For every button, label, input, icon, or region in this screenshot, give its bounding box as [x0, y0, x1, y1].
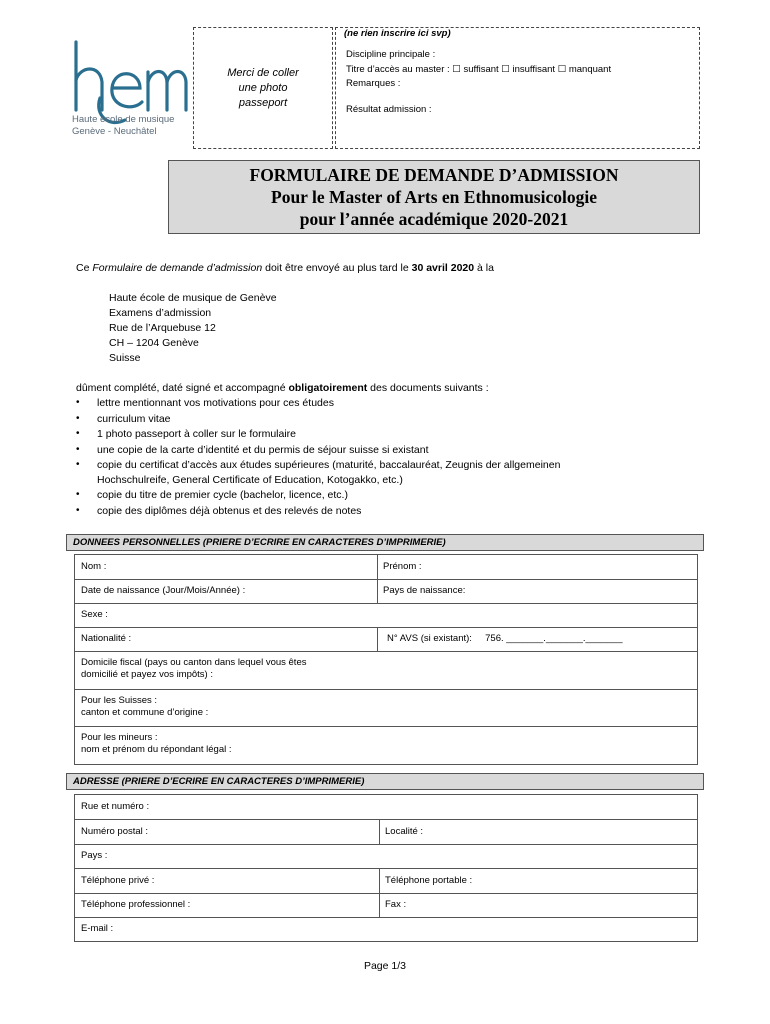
tel-portable-field[interactable]: Téléphone portable :	[385, 875, 473, 886]
nom-field[interactable]: Nom :	[81, 561, 107, 572]
document-item: 1 photo passeport à coller sur le formulaire	[97, 428, 297, 440]
title-line-3: pour l’année académique 2020-2021	[299, 209, 569, 229]
title-line-1: FORMULAIRE DE DEMANDE D’ADMISSION	[249, 165, 619, 185]
personal-header-text: DONNEES PERSONNELLES (PRIERE D’ECRIRE EN CARACTERES D’IMPRIMERIE)	[73, 537, 446, 548]
document-item: lettre mentionnant vos motivations pour ces études	[97, 397, 334, 409]
divider	[377, 555, 378, 579]
bullet-icon: •	[76, 489, 80, 500]
page-number: Page 1/3	[363, 960, 407, 972]
document-item: curriculum vitae	[97, 413, 171, 425]
bullet-icon: •	[76, 413, 80, 424]
bullet-icon: •	[76, 397, 80, 408]
row-domicile	[75, 651, 697, 690]
mineurs-line-1: Pour les mineurs :	[81, 732, 158, 743]
domicile-line-2: domicilié et payez vos impôts) :	[81, 669, 213, 680]
address-line: Haute école de musique de Genève	[109, 292, 277, 304]
photo-instruction	[194, 66, 332, 111]
date-naissance-field[interactable]: Date de naissance (Jour/Mois/Année) :	[81, 585, 246, 596]
admin-header: (ne rien inscrire ici svp)	[344, 28, 451, 39]
pays-field[interactable]: Pays :	[81, 850, 108, 861]
photo-line-3: passeport	[238, 97, 288, 109]
photo-line-1: Merci de coller	[227, 67, 299, 79]
intro-suffix: à la	[474, 262, 494, 274]
intro-prefix: Ce	[76, 262, 93, 274]
rue-field[interactable]: Rue et numéro :	[81, 801, 150, 812]
photo-line-2: une photo	[238, 82, 288, 94]
intro-middle: doit être envoyé au plus tard le	[262, 262, 412, 274]
row-email	[75, 917, 697, 941]
row-suisses	[75, 689, 697, 727]
divider	[379, 868, 380, 893]
suisses-line-1: Pour les Suisses :	[81, 695, 158, 706]
localite-field[interactable]: Localité :	[385, 826, 424, 837]
mineurs-line-2: nom et prénom du répondant légal :	[81, 744, 232, 755]
fax-field[interactable]: Fax :	[385, 899, 407, 910]
row-sexe	[75, 603, 697, 628]
bullet-icon: •	[76, 444, 80, 455]
row-pays	[75, 844, 697, 869]
address-line: Rue de l’Arquebuse 12	[109, 322, 216, 334]
bullet-icon: •	[76, 505, 80, 516]
personal-section-header	[66, 534, 704, 551]
row-naissance	[75, 579, 697, 604]
avs-field[interactable]: N° AVS (si existant): 756. _______._______._______	[387, 633, 623, 644]
logo-caption-line1: Haute école de musique	[72, 114, 175, 125]
logo-caption-line2: Genève - Neuchâtel	[72, 126, 157, 137]
document-item-continued: Hochschulreife, General Certificate of Education, Kotogakko, etc.)	[97, 474, 403, 486]
sexe-field[interactable]: Sexe :	[81, 609, 108, 620]
tel-pro-field[interactable]: Téléphone professionnel :	[81, 899, 191, 910]
titre-acces-label: Titre d’accès au master : ☐ suffisant ☐ insuffisant ☐ manquant	[346, 64, 612, 75]
bullet-icon: •	[76, 428, 80, 439]
divider	[379, 819, 380, 844]
address-header-text: ADRESSE (PRIERE D’ECRIRE EN CARACTERES D’IMPRIMERIE)	[73, 776, 365, 787]
personal-form	[74, 554, 698, 765]
document-item: copie des diplômes déjà obtenus et des relevés de notes	[97, 505, 362, 517]
docs-suffix: des documents suivants :	[367, 382, 489, 394]
discipline-label: Discipline principale :	[346, 49, 436, 60]
domicile-line-1: Domicile fiscal (pays ou canton dans lequel vous êtes	[81, 657, 307, 668]
row-rue	[75, 795, 697, 820]
document-item: une copie de la carte d’identité et du permis de séjour suisse si existant	[97, 444, 429, 456]
document-item: copie du certificat d’accès aux études supérieures (maturité, baccalauréat, Zeugnis der allgemeinen	[97, 459, 561, 471]
docs-bold: obligatoirement	[288, 382, 368, 394]
resultat-label: Résultat admission :	[346, 104, 432, 115]
address-line: Examens d’admission	[109, 307, 212, 319]
row-nationalite	[75, 627, 697, 652]
address-section-header	[66, 773, 704, 790]
prenom-field[interactable]: Prénom :	[383, 561, 422, 572]
title-line-2: Pour le Master of Arts en Ethnomusicologie	[271, 187, 597, 207]
origine-field[interactable]	[81, 695, 208, 719]
tel-prive-field[interactable]: Téléphone privé :	[81, 875, 155, 886]
intro-form-name: Formulaire de demande d’admission	[92, 262, 263, 274]
title-box	[168, 160, 700, 234]
documents-intro	[76, 382, 489, 394]
row-pro	[75, 893, 697, 918]
postal-field[interactable]: Numéro postal :	[81, 826, 149, 837]
remarques-label: Remarques :	[346, 78, 401, 89]
row-postal	[75, 819, 697, 845]
row-telephone	[75, 868, 697, 894]
admin-box	[335, 27, 700, 149]
row-mineurs	[75, 726, 697, 764]
divider	[377, 579, 378, 603]
repondant-field[interactable]	[81, 732, 232, 756]
logo-caption	[72, 114, 174, 138]
nationalite-field[interactable]: Nationalité :	[81, 633, 132, 644]
pays-naissance-field[interactable]: Pays de naissance:	[383, 585, 466, 596]
domicile-field[interactable]	[81, 657, 306, 681]
intro-text	[76, 262, 494, 274]
bullet-icon: •	[76, 459, 80, 470]
divider	[379, 893, 380, 917]
photo-box	[193, 27, 333, 149]
divider	[377, 627, 378, 651]
docs-prefix: dûment complété, daté signé et accompagné	[76, 382, 289, 394]
document-item: copie du titre de premier cycle (bachelor, licence, etc.)	[97, 489, 348, 501]
email-field[interactable]: E-mail :	[81, 923, 114, 934]
suisses-line-2: canton et commune d’origine :	[81, 707, 209, 718]
address-form	[74, 794, 698, 942]
address-line: CH – 1204 Genève	[109, 337, 199, 349]
address-line: Suisse	[109, 352, 141, 364]
intro-deadline: 30 avril 2020	[411, 262, 475, 274]
row-nom	[75, 555, 697, 580]
